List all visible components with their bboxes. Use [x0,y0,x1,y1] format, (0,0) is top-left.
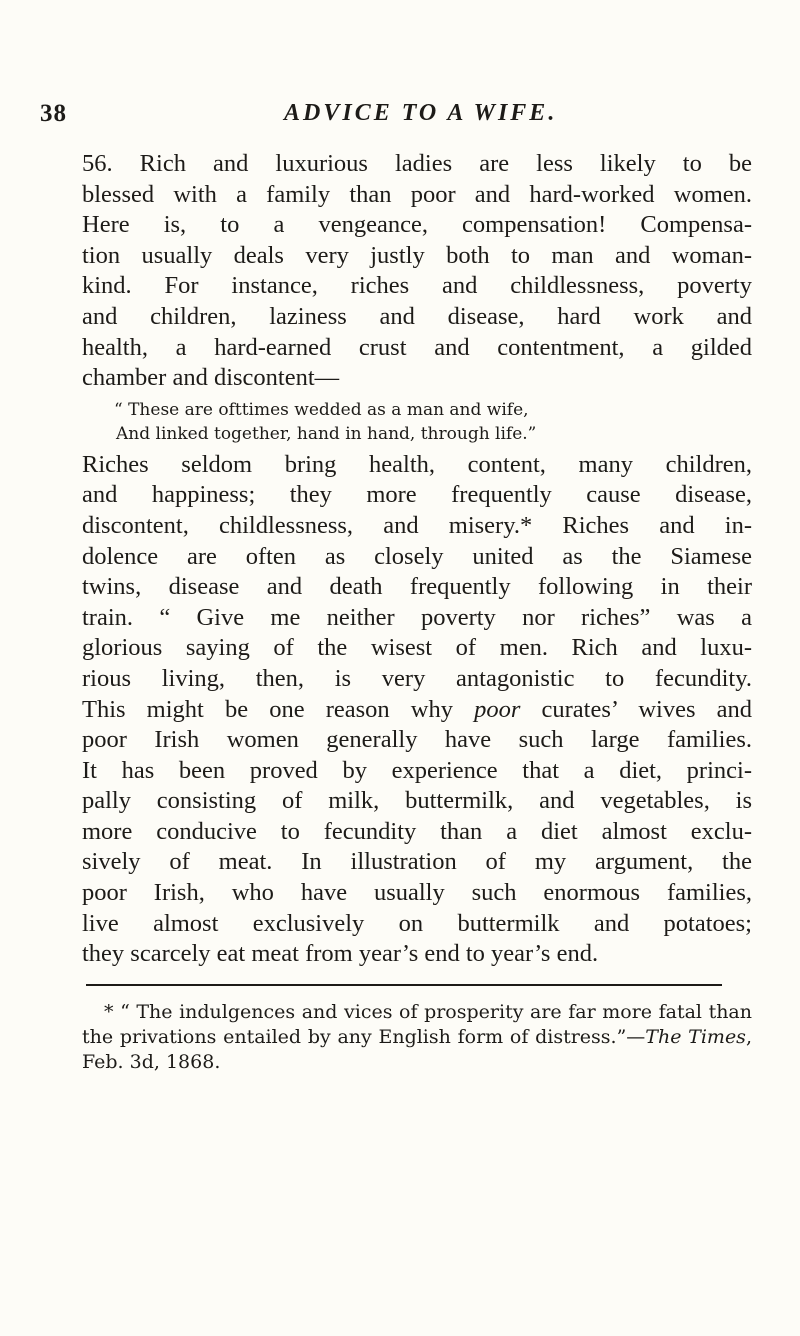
text-line: rious living, then, is very antagonistic to fecundity. [82,664,752,692]
emphasis-poor: poor [474,695,521,723]
text-line: blessed with a family than poor and hard-worked women. [82,180,752,208]
text-line: poor Irish, who have usually such enormous families, [82,879,752,907]
text-line: twins, disease and death frequently following in their [82,573,752,601]
text-line: glorious saying of the wisest of men. Rich and luxu- [82,634,752,662]
footnote [82,1000,752,1075]
text-line [82,695,752,726]
text-line: health, a hard-earned crust and contentment, a gilded [82,333,752,361]
footnote-date: , Feb. 3d, 1868. [82,1025,752,1073]
book-page [40,100,752,1075]
text-line: poor Irish women generally have such large families. [82,726,752,754]
verse-line: And linked together, hand in hand, through life.” [116,423,537,444]
footnote-text: * “ The indulgences and vices of prosperity are far more fatal than the privations entailed by any English form of distress.”— [82,1000,752,1048]
text-line: 56. Rich and luxurious ladies are less likely to be [82,150,752,177]
page-header [40,100,752,140]
text-line: sively of meat. In illustration of my argument, the [82,848,752,876]
verse-quotation [114,398,752,446]
verse-line: “ These are ofttimes wedded as a man and wife, [114,399,529,420]
paragraph-56 [82,149,752,394]
page-number: 38 [40,100,67,127]
footnote-source: The Times [645,1025,746,1048]
text-line: Here is, to a vengeance, compensation! Compensa- [82,211,752,239]
text-line: they scarcely eat meat from year’s end to year’s end. [82,940,599,968]
text-line: and children, laziness and disease, hard work and [82,302,752,330]
text-line: and happiness; they more frequently cause disease, [82,481,752,509]
text-line: chamber and discontent— [82,364,340,392]
text-line: Riches seldom bring health, content, many children, [82,450,752,478]
text-line: It has been proved by experience that a diet, princi- [82,756,752,784]
text-line: more conducive to fecundity than a diet almost exclu- [82,817,752,845]
text-line: tion usually deals very justly both to man and woman- [82,241,752,269]
text-line: pally consisting of milk, buttermilk, and vegetables, is [82,787,752,815]
paragraph-riches [82,450,752,970]
text-line: discontent, childlessness, and misery.* Riches and in- [82,511,752,539]
text-line: kind. For instance, riches and childlessness, poverty [82,272,752,300]
running-head: ADVICE TO A WIFE. [284,100,558,126]
footnote-rule [86,984,722,986]
text-fragment: This might be one reason why [82,695,453,723]
text-fragment: curates’ wives and [520,695,752,723]
text-line: train. “ Give me neither poverty nor riches” was a [82,603,752,631]
text-line: live almost exclusively on buttermilk and potatoes; [82,909,752,937]
text-line: dolence are often as closely united as the Siamese [82,542,752,570]
